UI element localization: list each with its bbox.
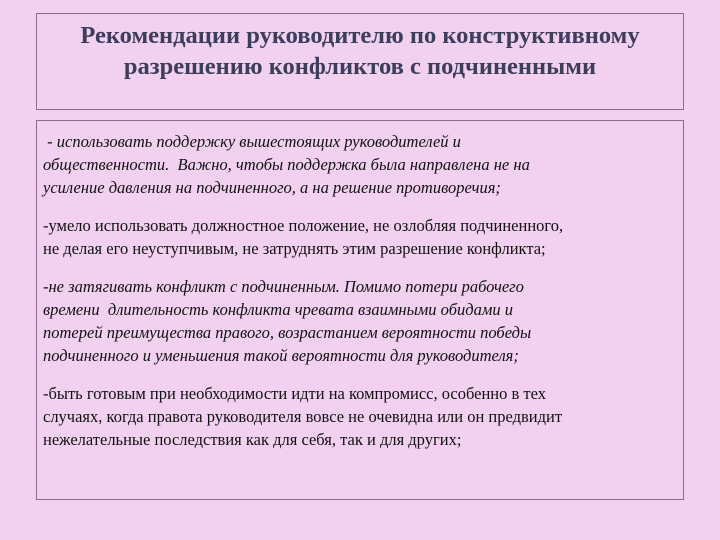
item-line: потерей преимущества правого, возрастанием вероятности победы (43, 323, 532, 342)
item-line: -быть готовым при необходимости идти на компромисс, особенно в тех (43, 384, 546, 403)
item-line: общественности. Важно, чтобы поддержка была направлена не на (43, 155, 530, 174)
item-line: нежелательные последствия как для себя, так и для других; (43, 430, 462, 449)
item-line: -не затягивать конфликт с подчиненным. Помимо потери рабочего (43, 277, 524, 296)
slide-title: Рекомендации руководителю по конструктивному разрешению конфликтов с подчиненными (80, 22, 640, 80)
item-line: - использовать поддержку вышестоящих руководителей и (43, 132, 461, 151)
item-line: -умело использовать должностное положение, не озлобляя подчиненного, (43, 216, 564, 235)
content-box (36, 120, 684, 500)
item-line: случаях, когда правота руководителя вовсе не очевидна или он предвидит (43, 407, 563, 426)
recommendation-item (43, 214, 677, 260)
title-box (36, 13, 684, 110)
recommendation-item (43, 275, 677, 367)
item-line: не делая его неуступчивым, не затруднять этим разрешение конфликта; (43, 239, 546, 258)
item-line: подчиненного и уменьшения такой вероятности для руководителя; (43, 346, 519, 365)
item-line: времени длительность конфликта чревата взаимными обидами и (43, 300, 514, 319)
recommendation-item (43, 130, 677, 199)
recommendation-item (43, 382, 677, 451)
item-line: усиление давления на подчиненного, а на решение противоречия; (43, 178, 501, 197)
